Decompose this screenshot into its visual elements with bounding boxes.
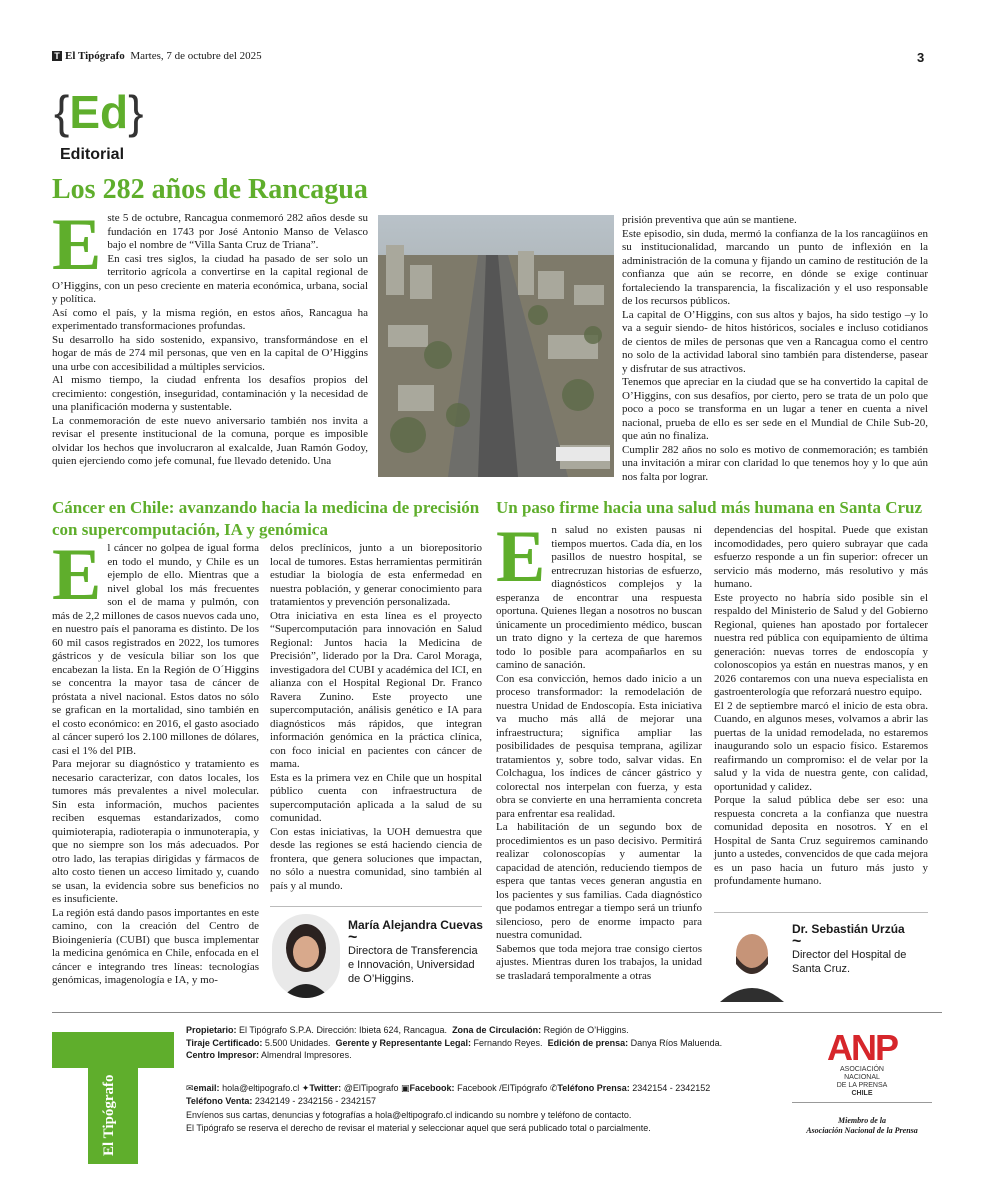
paragraph: La región está dando pasos importantes en este camino, con la creación del Centro de Bioingeniería (CUBI) que busca implementar la medicina genómica en Chile, enfocada en el cáncer e integrando tres líneas: tecnologías genómicas, imagenología e IA, y mo- <box>52 906 259 986</box>
editorial-column-1 <box>52 204 368 469</box>
paragraph: Para mejorar su diagnóstico y tratamiento es necesario caracterizar, con datos locales, los tumores más prevalentes a nivel molecular. Sin esta información, muchos pacientes reciben esquemas estandarizados, como quimioterapia, radioterapia o inmunoterapia, y que no siempre son los más adecuados. Por otro lado, las terapias dirigidas y fármacos de alto costo tienen un acceso limitado y, cuando se usan, la evidencia sobre sus beneficios no es insuficiente. <box>52 758 259 905</box>
cancer-article-column-1 <box>52 534 259 988</box>
health-article-title: Un paso firme hacia una salud más humana en Santa Cruz <box>496 498 923 517</box>
editorial-column-2 <box>622 214 928 484</box>
health-article-column-2 <box>714 524 928 889</box>
author-photo-urzua <box>716 918 786 1002</box>
tipografo-logo-icon: T <box>52 51 62 61</box>
paragraph: La habilitación de un segundo box de procedimientos es un paso decisivo. Permitirá realizar colonoscopías y aumentar la capacidad de atención, reduciendo tiempos de espera que tantas veces generan angustia en los pacientes y sus familias. Cada diagnóstico que podamos entregar a tiempo será un triunfo silencioso, pero de enorme impacto para nuestra comunidad. <box>496 821 702 941</box>
author-photo-cuevas <box>272 914 340 998</box>
paragraph: dependencias del hospital. Puede que existan incomodidades, pero quiero subrayar que cada esfuerzo responde a un fin superior: ofrecer un servicio más moderno, más resolutivo y más humano. <box>714 524 928 590</box>
twitter-icon: ✦ <box>301 1083 310 1093</box>
anp-logo: ANP ASOCIACIÓN NACIONAL DE LA PRENSA CHILE <box>812 1030 912 1098</box>
editorial-title: Los 282 años de Rancagua <box>52 174 368 205</box>
author-block-urzua: Dr. Sebastián Urzúa ~ Director del Hospital de Santa Cruz. <box>792 922 928 976</box>
paragraph: Esta es la primera vez en Chile que un hospital público cuenta con infraestructura de supercomputación aplicada a la salud de su comunidad. <box>270 771 482 824</box>
paragraph: La capital de O’Higgins, con sus altos y bajos, ha sido testigo –y lo va a seguir siendo- de hitos históricos, sociales e incluso cotidianos de cientos de miles de personas que ven a Rancagua como el centro no solo de la actividad laboral sino también para distenderse, pasear y disfrutar de sus atractivos. <box>622 308 928 375</box>
health-drop-cap: E <box>496 516 546 598</box>
big-logo-text: El Tipógrafo <box>101 1074 117 1156</box>
paragraph: l cáncer no golpea de igual forma en todo el mundo, y Chile es un ejemplo de ello. Mientras que a nivel global los más frecuentes son el de mama y pulmón, con más de 2,2 millones de casos nuevos cada uno, en nuestro país el panorama es distinto. De los 60 mil casos registrados en 2022, los tumores gástricos y de vesícula biliar son los que encabezan la lista. En la Región de O´Higgins se concentra la mayor tasa de cáncer de próstata a nivel nacional. Estos datos no sólo se grafican en la mortalidad, sino también en el costo económico: en 2016, el gasto asociado al cáncer superó los 2.100 millones de dólares, casi el 1% del PIB. <box>52 542 259 757</box>
paragraph: Este proyecto no habría sido posible sin el respaldo del Ministerio de Salud y del Gobierno Regional, quienes han apostado por fortalecer nuestra red pública con equipamiento de última generación: nuevas torres de endoscopía y colonoscopios ya están en nuestras manos, y en 2026 contaremos con una nueva especialista en gastroenterología que reforzará nuestro equipo. <box>714 591 928 698</box>
facebook-link[interactable]: Facebook /ElTipógrafo <box>457 1083 548 1093</box>
paragraph: En casi tres siglos, la ciudad ha pasado de ser solo un territorio agrícola a convertirse en la capital regional de O’Higgins, con un peso creciente en materia económica, urbana, social y política. <box>52 252 368 305</box>
cancer-article-column-2 <box>270 542 482 893</box>
phone-icon: ✆ <box>549 1083 558 1093</box>
cancer-article-title: Cáncer en Chile: avanzando hacia la medicina de precisión con supercomputación, IA y genómica <box>52 498 480 539</box>
paragraph: Con esa convicción, hemos dado inicio a un proceso transformador: la remodelación de nuestra Unidad de Endoscopía. Esta iniciativa va mucho más allá de mejorar una infraestructura; significa ampliar las posibilidades de pesquisa temprana, agilizar tratamientos y, sobre todo, salvar vidas. En Colchagua, los índices de cáncer gástrico y colorectal nos interpelan con fuerza, y esta obra se convierte en una herramienta concreta para enfrentar esa realidad. <box>496 672 702 820</box>
editorial-drop-cap: E <box>52 204 102 286</box>
anp-logo-letters: ANP <box>826 1027 897 1068</box>
section-name: Editorial <box>60 146 125 163</box>
anp-member-note: Miembro de la Asociación Nacional de la Prensa <box>806 1116 918 1135</box>
paragraph: Su desarrollo ha sido sostenido, expansivo, transformándose en el hogar de más de 274 mil personas, que ven en la capital de O’Higgins una urbe con accesibilidad a múltiples servicios. <box>52 333 368 373</box>
paragraph: Al mismo tiempo, la ciudad enfrenta los desafíos propios del crecimiento: congestión, inseguridad, contaminación y la necesidad de una planificación moderna y sustentable. <box>52 374 368 413</box>
paragraph: Este episodio, sin duda, mermó la confianza de la los rancagüinos en su institucionalidad, marcando un punto de inflexión en la administración de la comuna y fijando un camino de restitución de la confianza que aún se recorre, en dónde se exige continuar fortaleciendo la transparencia, la fiscalización y el uso responsable de los recursos públicos. <box>622 227 928 307</box>
paragraph: prisión preventiva que aún se mantiene. <box>622 214 797 226</box>
paragraph: n salud no existen pausas ni tiempos muertos. Cada día, en los pasillos de nuestro hospital, se entrecruzan historias de esfuerzo, diagnósticos complejos y la esperanza de encontrar una respuesta oportuna. Quienes llegan a nosotros no buscan únicamente un procedimiento médico, buscan un trato digno y la certeza de que haremos todo lo posible para acompañarlos en su camino de sanación. <box>496 524 702 671</box>
paragraph: ste 5 de octubre, Rancagua conmemoró 282 años desde su fundación en 1743 por José Antonio Manso de Velasco bajo el nombre de “Villa Santa Cruz de Triana”. <box>107 212 368 251</box>
footer-info: Propietario: El Tipógrafo S.P.A. Dirección: Ibieta 624, Rancagua. Zona de Circulación: Región de O’Higgins. Tiraje Certificado: 5.500 Unidades. Gerente y Representante Legal: Fernando Reyes. Edición de prensa: Danya Ríos Maluenda. Centro Impresor: Almendral Impresores. <box>186 1025 723 1060</box>
cancer-drop-cap: E <box>52 534 102 616</box>
footer-contacts: ✉email: hola@eltipografo.cl ✦Twitter: @ElTipografo ▣Facebook: Facebook /ElTipógrafo ✆Teléfono Prensa: 2342154 - 2342152 Teléfono Venta: 2342149 - 2342156 - 2342157 Envíenos sus cartas, denuncias y fotografías a hola@eltipografo.cl indicando su nombre y teléfono de contacto. El Tipógrafo se reserva el derecho de revisar el material y seleccionar aquel que será publicado total o parcialmente. <box>186 1082 786 1134</box>
twitter-link[interactable]: @ElTipografo <box>343 1083 399 1093</box>
header-date: Martes, 7 de octubre del 2025 <box>130 50 262 62</box>
paragraph: Otra iniciativa en esta línea es el proyecto “Supercomputación para innovación en Salud Regional: Juntos hacia la Medicina de Precisión”, liderado por la Dra. Carol Moraga, investigadora del CUBI y académica del ICI, en alianza con el Hospital Regional Dr. Franco Ravera Zunino. Este proyecto une supercomputación, análisis genético e IA para diagnósticos más rápidos, que integran información genómica en la práctica clínica, con foco inicial en pacientes con cáncer de mama. <box>270 609 482 770</box>
email-icon: ✉ <box>186 1083 194 1093</box>
footer-note: El Tipógrafo se reserva el derecho de revisar el material y seleccionar aquel que será publicado total o parcialmente. <box>186 1122 651 1133</box>
paragraph: Cumplir 282 años no solo es motivo de conmemoración; es también una invitación a mirar con claridad lo que tenemos hoy y lo que aún nos falta por lograr. <box>622 443 928 483</box>
divider <box>714 912 928 913</box>
email-link[interactable]: hola@eltipografo.cl <box>222 1083 300 1093</box>
editorial-mark-letters: Ed <box>69 86 129 138</box>
paragraph: Porque la salud pública debe ser eso: una respuesta concreta a la confianza que nuestra comunidad deposita en nosotros. Y en el Hospital de Santa Cruz seguiremos caminando junto a ustedes, convencidos de que cada mejora es un paso hacia un futuro más justo y profundamente humano. <box>714 794 928 887</box>
facebook-icon: ▣ <box>401 1083 410 1093</box>
header-brand: El Tipógrafo <box>65 50 125 62</box>
editorial-mark: {Ed} <box>54 86 144 138</box>
page-header <box>52 50 262 62</box>
divider <box>270 906 482 907</box>
health-article-column-1 <box>496 516 702 983</box>
paragraph: El 2 de septiembre marcó el inicio de esta obra. Cuando, en algunos meses, volvamos a abrir las puertas de la unidad remodelada, no estaremos inaugurando solo un espacio físico. Estaremos reafirmando un compromiso: el de velar por la salud y la vida de nuestra gente, con calidad, oportunidad y calidez. <box>714 699 928 793</box>
anp-divider <box>792 1102 932 1103</box>
author-role: Director del Hospital de Santa Cruz. <box>792 949 907 975</box>
footer-note: Envíenos sus cartas, denuncias y fotografías a hola@eltipografo.cl indicando su nombre y teléfono de contacto. <box>186 1110 632 1120</box>
paragraph: Con estas iniciativas, la UOH demuestra que desde las regiones se está haciendo ciencia de frontera, que genera soluciones que impactan, no sólo a nuestra comunidad, sino también al país y al mundo. <box>270 825 482 892</box>
paragraph: Tenemos que apreciar en la ciudad que se ha convertido la capital de O’Higgins, con sus desafíos, por cierto, pero se trata de un polo que poco a poco se transforma en un lugar a tener en cuenta a nivel nacional, prueba de ello es ser sede en el Mundial de Chile Sub-20, que aún no finaliza. <box>622 376 928 442</box>
author-name: Dr. Sebastián Urzúa <box>792 922 905 936</box>
author-role: Directora de Transferencia e Innovación, Universidad de O’Higgins. <box>348 945 478 985</box>
paragraph: Sabemos que toda mejora trae consigo ciertos ajustes. Mientras duren los trabajos, la unidad se trasladará temporalmente a otras <box>496 942 702 982</box>
page-number: 3 <box>917 50 925 65</box>
paragraph: Así como el país, y la misma región, en estos años, Rancagua ha experimentado transformaciones profundas. <box>52 306 368 332</box>
author-block-cuevas: María Alejandra Cuevas ~ Directora de Transferencia e Innovación, Universidad de O’Higgins. <box>348 918 483 985</box>
author-name: María Alejandra Cuevas <box>348 918 483 932</box>
footer-divider <box>52 1012 942 1013</box>
tipografo-big-logo <box>52 1024 174 1164</box>
paragraph: delos preclínicos, junto a un biorepositorio local de tumores. Estas herramientas permitirán estudiar la biología de esta enfermedad en nuestra población, y generar conocimiento para tratamientos y prevención personalizada. <box>270 542 482 608</box>
paragraph: La conmemoración de este nuevo aniversario también nos invita a revisar el presente institucional de la comuna, porque es imposible olvidar los hechos que involucraron al exalcalde, Juan Ramón Godoy, quien ejerciendo como jefe comunal, fue llevado detenido. Una <box>52 414 368 467</box>
rancagua-aerial-photo <box>378 215 614 477</box>
